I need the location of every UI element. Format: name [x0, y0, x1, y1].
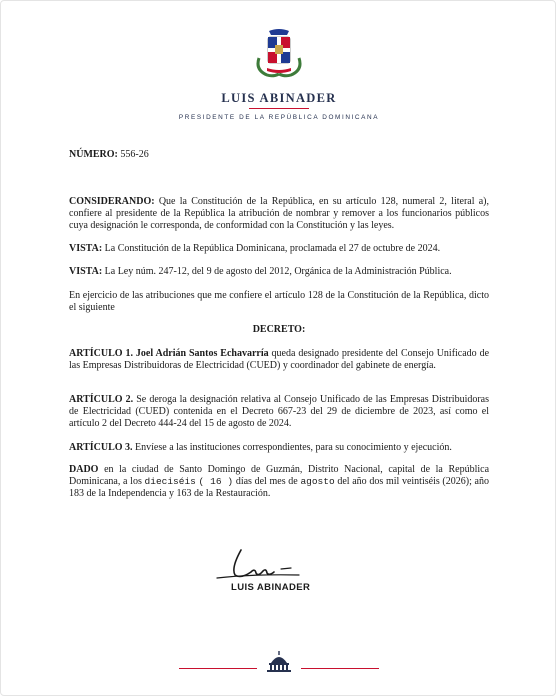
dado-paragraph: DADO en la ciudad de Santo Domingo de Guzmán, Distrito Nacional, capital de la República Dominicana, a los dieciséis ( 16 ) días del mes de agosto del año dos mil veintiséis (2026); año 183 de la Independencia y 163 de la Restauración. [69, 464, 490, 499]
handwritten-signature [211, 544, 301, 586]
considerando-paragraph: CONSIDERANDO: Que la Constitución de la República, en su artículo 128, numeral 2, literal a), confiere al presidente de la República la atribución de nombrar y remover a los funcionarios públicos cuya designación le corresponda, de conformidad con la Constitución y las leyes. [69, 196, 490, 231]
article-3: ARTÍCULO 3. Envíese a las instituciones correspondientes, para su conocimiento y ejecución. [69, 442, 452, 453]
vista-ley-paragraph: VISTA: La Ley núm. 247-12, del 9 de agosto del 2012, Orgánica de la Administración Pública. [69, 266, 452, 277]
palace-dome-icon [263, 649, 295, 673]
day-number: ( 16 ) [198, 476, 234, 487]
decreto-heading: DECRETO: [252, 324, 306, 335]
day-words: dieciséis [144, 476, 196, 487]
header-divider [249, 108, 309, 109]
signer-name: LUIS ABINADER [231, 582, 311, 593]
president-name: LUIS ABINADER [221, 91, 337, 105]
month-field: agosto [300, 476, 335, 487]
president-title: PRESIDENTE DE LA REPÚBLICA DOMINICANA [178, 114, 380, 121]
footer-rule-left [179, 668, 257, 669]
vista-constitution-paragraph: VISTA: La Constitución de la República Dominicana, proclamada el 27 de octubre de 2024. [69, 243, 441, 254]
ejercicio-paragraph: En ejercicio de las atribuciones que me confiere el artículo 128 de la Constitución de la República, dicto el siguiente [69, 290, 489, 313]
article-2: ARTÍCULO 2. Se deroga la designación relativa al Consejo Unificado de las Empresas Distribuidoras de Electricidad (CUED) contenida en el Decreto 667-23 del 29 de diciembre de 2023, así como el artículo 2 del Decreto 444-24 del 15 de agosto de 2024. [69, 394, 490, 429]
article-1: ARTÍCULO 1. Joel Adrián Santos Echavarría queda designado presidente del Consejo Unificado de las Empresas Distribuidoras de Electricidad (CUED) y coordinador del gabinete de energía. [69, 348, 490, 371]
footer-rule-right [301, 668, 379, 669]
coat-of-arms-icon [253, 28, 305, 78]
decree-number: NÚMERO: 556-26 [69, 149, 149, 160]
